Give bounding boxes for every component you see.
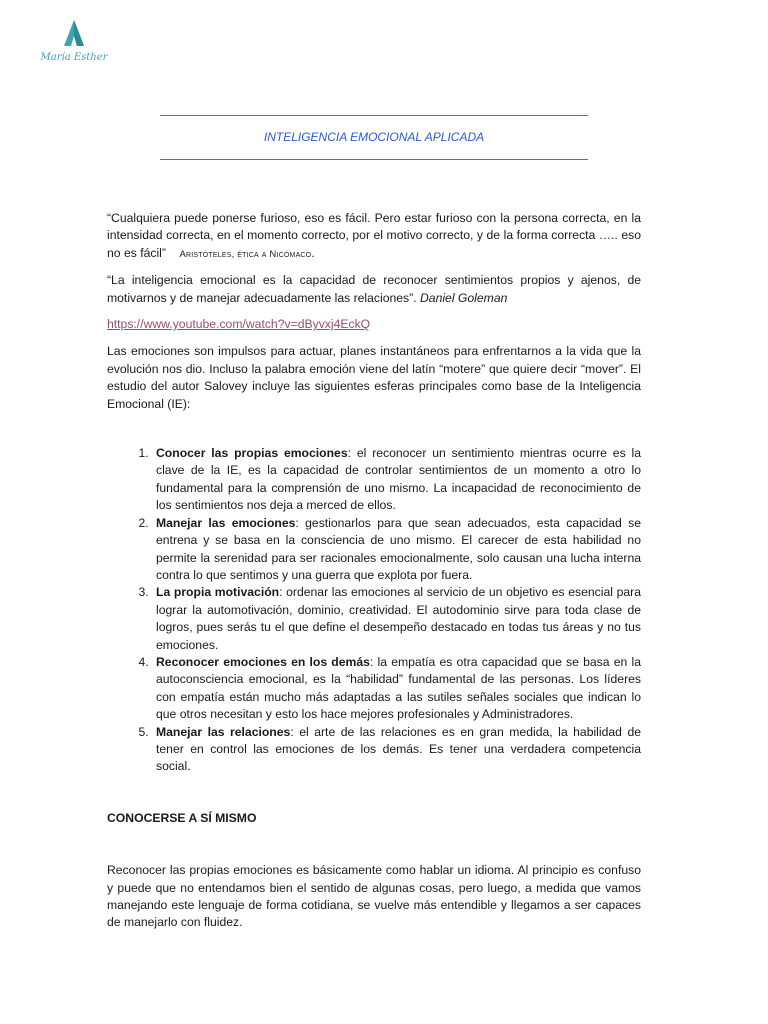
list-item-title: Manejar las emociones [156, 515, 296, 530]
youtube-link[interactable]: https://www.youtube.com/watch?v=dByvxj4EckQ [107, 317, 371, 332]
list-item-text: : la empatía es otra capacidad que se basa en la autoconsciencia emocional, es la “habilidad” fundamental de las personas. Los líderes con empatía están mucho más adaptadas a las sutiles señales sociales que indican lo que otros necesitan y esto los hace mejores profesionales y Administradores. [156, 654, 642, 722]
spheres-list [107, 445, 641, 776]
quote-goleman-author: Daniel Goleman [419, 290, 508, 305]
list-item [152, 654, 641, 724]
document-title: INTELIGENCIA EMOCIONAL APLICADA [263, 130, 485, 144]
list-item-title: Manejar las relaciones [156, 724, 291, 739]
section-heading: CONOCERSE A SÍ MISMO [107, 810, 257, 825]
document-body [107, 210, 641, 941]
quote-goleman [107, 272, 641, 307]
title-rule-top [160, 115, 588, 116]
list-item-text: : el arte de las relaciones es en gran medida, la habilidad de tener en control las emociones de los demás. Es tener una verdadera competencia social. [156, 724, 641, 774]
brand-logo [38, 18, 110, 82]
list-item [152, 515, 641, 585]
list-item [152, 584, 641, 654]
list-item [152, 724, 641, 776]
quote-aristotle [107, 210, 641, 263]
list-item-title: Reconocer emociones en los demás [156, 654, 370, 669]
list-item-text: : ordenar las emociones al servicio de un objetivo es esencial para lograr la automotivación, dominio, creatividad. El autodominio sirve para toda clase de logros, pues serás tu el que define el desempeño destacado en todas tus áreas y no tus emociones. [156, 585, 641, 652]
logo-script-text: María Esther [40, 52, 108, 63]
quote-aristotle-source: Aristóteles, ética a Nicómaco [179, 248, 312, 260]
list-item-text: : el reconocer un sentimiento mientras ocurre es la clave de la IE, es la capacidad de controlar sentimientos de un momento a otro lo fundamental para la comprensión de uno mismo. La incapacidad de reconocimiento de los sentimientos nos deja a merced de ellos. [156, 446, 642, 513]
list-item-title: Conocer las propias emociones [156, 446, 348, 461]
list-item-title: La propia motivación [156, 585, 280, 600]
quote-aristotle-end: . [311, 245, 315, 260]
title-rule-bottom [160, 159, 588, 160]
quote-aristotle-text: “Cualquiera puede ponerse furioso, eso es fácil. Pero estar furioso con la persona correcta, en la intensidad correcta, en el momento correcto, por el motivo correcto, y de la forma correcta ….. eso no es fácil” [107, 211, 641, 260]
triangle-a-icon [38, 18, 110, 50]
section-paragraph: Reconocer las propias emociones es básicamente como hablar un idioma. Al principio es confuso y puede que no entendamos bien el sentido de algunas cosas, pero luego, a medida que vamos manejando este lenguaje de forma cotidiana, se vuelve más entendible y llegamos a ser capaces de manejarlo con fluidez. [107, 863, 641, 930]
intro-paragraph: Las emociones son impulsos para actuar, planes instantáneos para enfrentarnos a la vida que la evolución nos dio. Incluso la palabra emoción viene del latín “motere” que quiere decir “mover”. El estudio del autor Salovey incluye las siguientes esferas principales como base de la Inteligencia Emocional (IE): [107, 344, 641, 411]
list-item [152, 445, 641, 515]
quote-goleman-text: “La inteligencia emocional es la capacidad de reconocer sentimientos propios y ajenos, de motivarnos y de manejar adecuadamente las relaciones”. [107, 273, 641, 305]
list-item-text: : gestionarlos para que sean adecuados, esta capacidad se entrena y se basa en la consciencia de uno mismo. El carecer de esta habilidad no permite la serenidad para ser racionales emocionalmente, solo causan una lucha interna contra lo que sentimos y una guerra que explota por fuera. [156, 515, 641, 582]
